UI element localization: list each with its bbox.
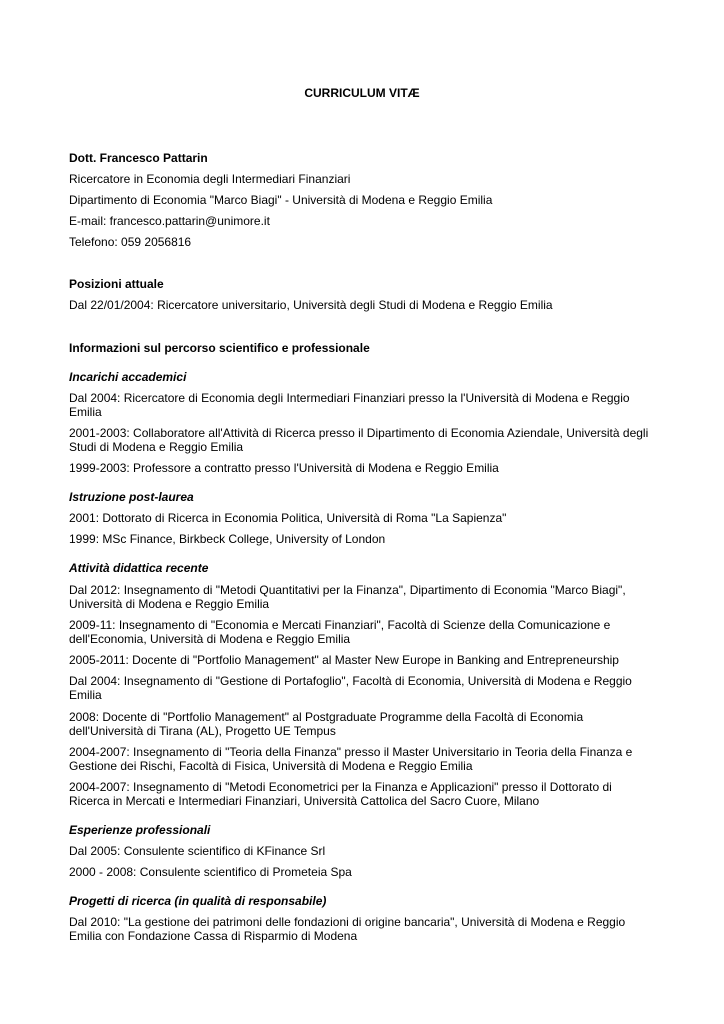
person-department-block	[69, 193, 649, 207]
list-item: Dal 2004: Ricercatore di Economia degli Intermediari Finanziari presso la l'Università di Modena e Reggio Emilia	[69, 391, 630, 419]
professional-heading-block	[69, 823, 649, 837]
professional-item-1-block	[69, 844, 649, 858]
list-item: 2009-11: Insegnamento di "Economia e Mercati Finanziari", Facoltà di Scienze della Comunicazione e dell'Economia, Università di Modena e Reggio Emilia	[69, 618, 611, 646]
teaching-item-6-block	[69, 745, 649, 773]
teaching-item-1-block	[69, 583, 649, 611]
education-heading-block	[69, 490, 649, 504]
person-department: Dipartimento di Economia "Marco Biagi" - Università di Modena e Reggio Emilia	[69, 193, 493, 207]
person-role-block	[69, 172, 649, 186]
list-item: Dal 2004: Insegnamento di "Gestione di Portafoglio", Facoltà di Economia, Università di Modena e Reggio Emilia	[69, 674, 632, 702]
current-position-text: Dal 22/01/2004: Ricercatore universitario, Università degli Studi di Modena e Reggio Emilia	[69, 298, 553, 312]
career-heading-block	[69, 341, 649, 355]
current-position-heading: Posizioni attuale	[69, 277, 164, 291]
list-item: 2004-2007: Insegnamento di "Teoria della Finanza" presso il Master Universitario in Teoria della Finanza e Gestione dei Rischi, Facoltà di Fisica, Università di Modena e Reggio Emilia	[69, 745, 633, 773]
teaching-item-4-block	[69, 674, 649, 702]
list-item: 2000 - 2008: Consulente scientifico di Prometeia Spa	[69, 865, 352, 879]
research-heading-block	[69, 894, 649, 908]
academic-item-3-block	[69, 461, 649, 475]
education-item-1-block	[69, 511, 649, 525]
list-item: 2001-2003: Collaboratore all'Attività di Ricerca presso il Dipartimento di Economia Aziendale, Università degli Studi di Modena e Reggio Emilia	[69, 426, 649, 454]
person-name: Dott. Francesco Pattarin	[69, 151, 208, 165]
current-position-heading-block	[69, 277, 649, 291]
academic-item-2-block	[69, 426, 649, 454]
career-heading: Informazioni sul percorso scientifico e professionale	[69, 341, 370, 355]
document-title: CURRICULUM VITÆ	[304, 86, 420, 100]
list-item: Dal 2005: Consulente scientifico di KFinance Srl	[69, 844, 326, 858]
academic-heading-block	[69, 370, 649, 384]
person-section	[69, 151, 649, 165]
list-item: 2004-2007: Insegnamento di "Metodi Econometrici per la Finanza e Applicazioni" presso il Dottorato di Ricerca in Mercati e Intermediari Finanziari, Università Cattolica del Sacro Cuore, Milano	[69, 780, 612, 808]
current-position-text-block	[69, 298, 649, 312]
list-item: 2001: Dottorato di Ricerca in Economia Politica, Università di Roma "La Sapienza"	[69, 511, 507, 525]
academic-item-1-block	[69, 391, 649, 419]
teaching-item-3-block	[69, 653, 649, 667]
person-phone: Telefono: 059 2056816	[69, 235, 192, 249]
teaching-heading-block	[69, 561, 649, 575]
list-item: 1999-2003: Professore a contratto presso l'Università di Modena e Reggio Emilia	[69, 461, 499, 475]
academic-heading: Incarichi accademici	[69, 370, 187, 384]
teaching-item-2-block	[69, 618, 649, 646]
list-item: 2008: Docente di "Portfolio Management" al Postgraduate Programme della Facoltà di Economia dell'Università di Tirana (AL), Progetto UE Tempus	[69, 710, 584, 738]
teaching-item-7-block	[69, 780, 649, 808]
list-item: 2005-2011: Docente di "Portfolio Management" al Master New Europe in Banking and Entrepreneurship	[69, 653, 619, 667]
person-email: E-mail: francesco.pattarin@unimore.it	[69, 214, 270, 228]
teaching-item-5-block	[69, 710, 649, 738]
research-heading: Progetti di ricerca (in qualità di responsabile)	[69, 894, 327, 908]
list-item: 1999: MSc Finance, Birkbeck College, University of London	[69, 532, 386, 546]
person-email-block	[69, 214, 649, 228]
research-item-1-block	[69, 915, 649, 943]
professional-heading: Esperienze professionali	[69, 823, 211, 837]
teaching-heading: Attività didattica recente	[69, 561, 209, 575]
professional-item-2-block	[69, 865, 649, 879]
list-item: Dal 2010: "La gestione dei patrimoni delle fondazioni di origine bancaria", Università di Modena e Reggio Emilia con Fondazione Cassa di Risparmio di Modena	[69, 915, 626, 943]
person-role: Ricercatore in Economia degli Intermediari Finanziari	[69, 172, 351, 186]
education-item-2-block	[69, 532, 649, 546]
education-heading: Istruzione post-laurea	[69, 490, 194, 504]
person-phone-block	[69, 235, 649, 249]
list-item: Dal 2012: Insegnamento di "Metodi Quantitativi per la Finanza", Dipartimento di Economia "Marco Biagi", Università di Modena e Reggio Emilia	[69, 583, 626, 611]
